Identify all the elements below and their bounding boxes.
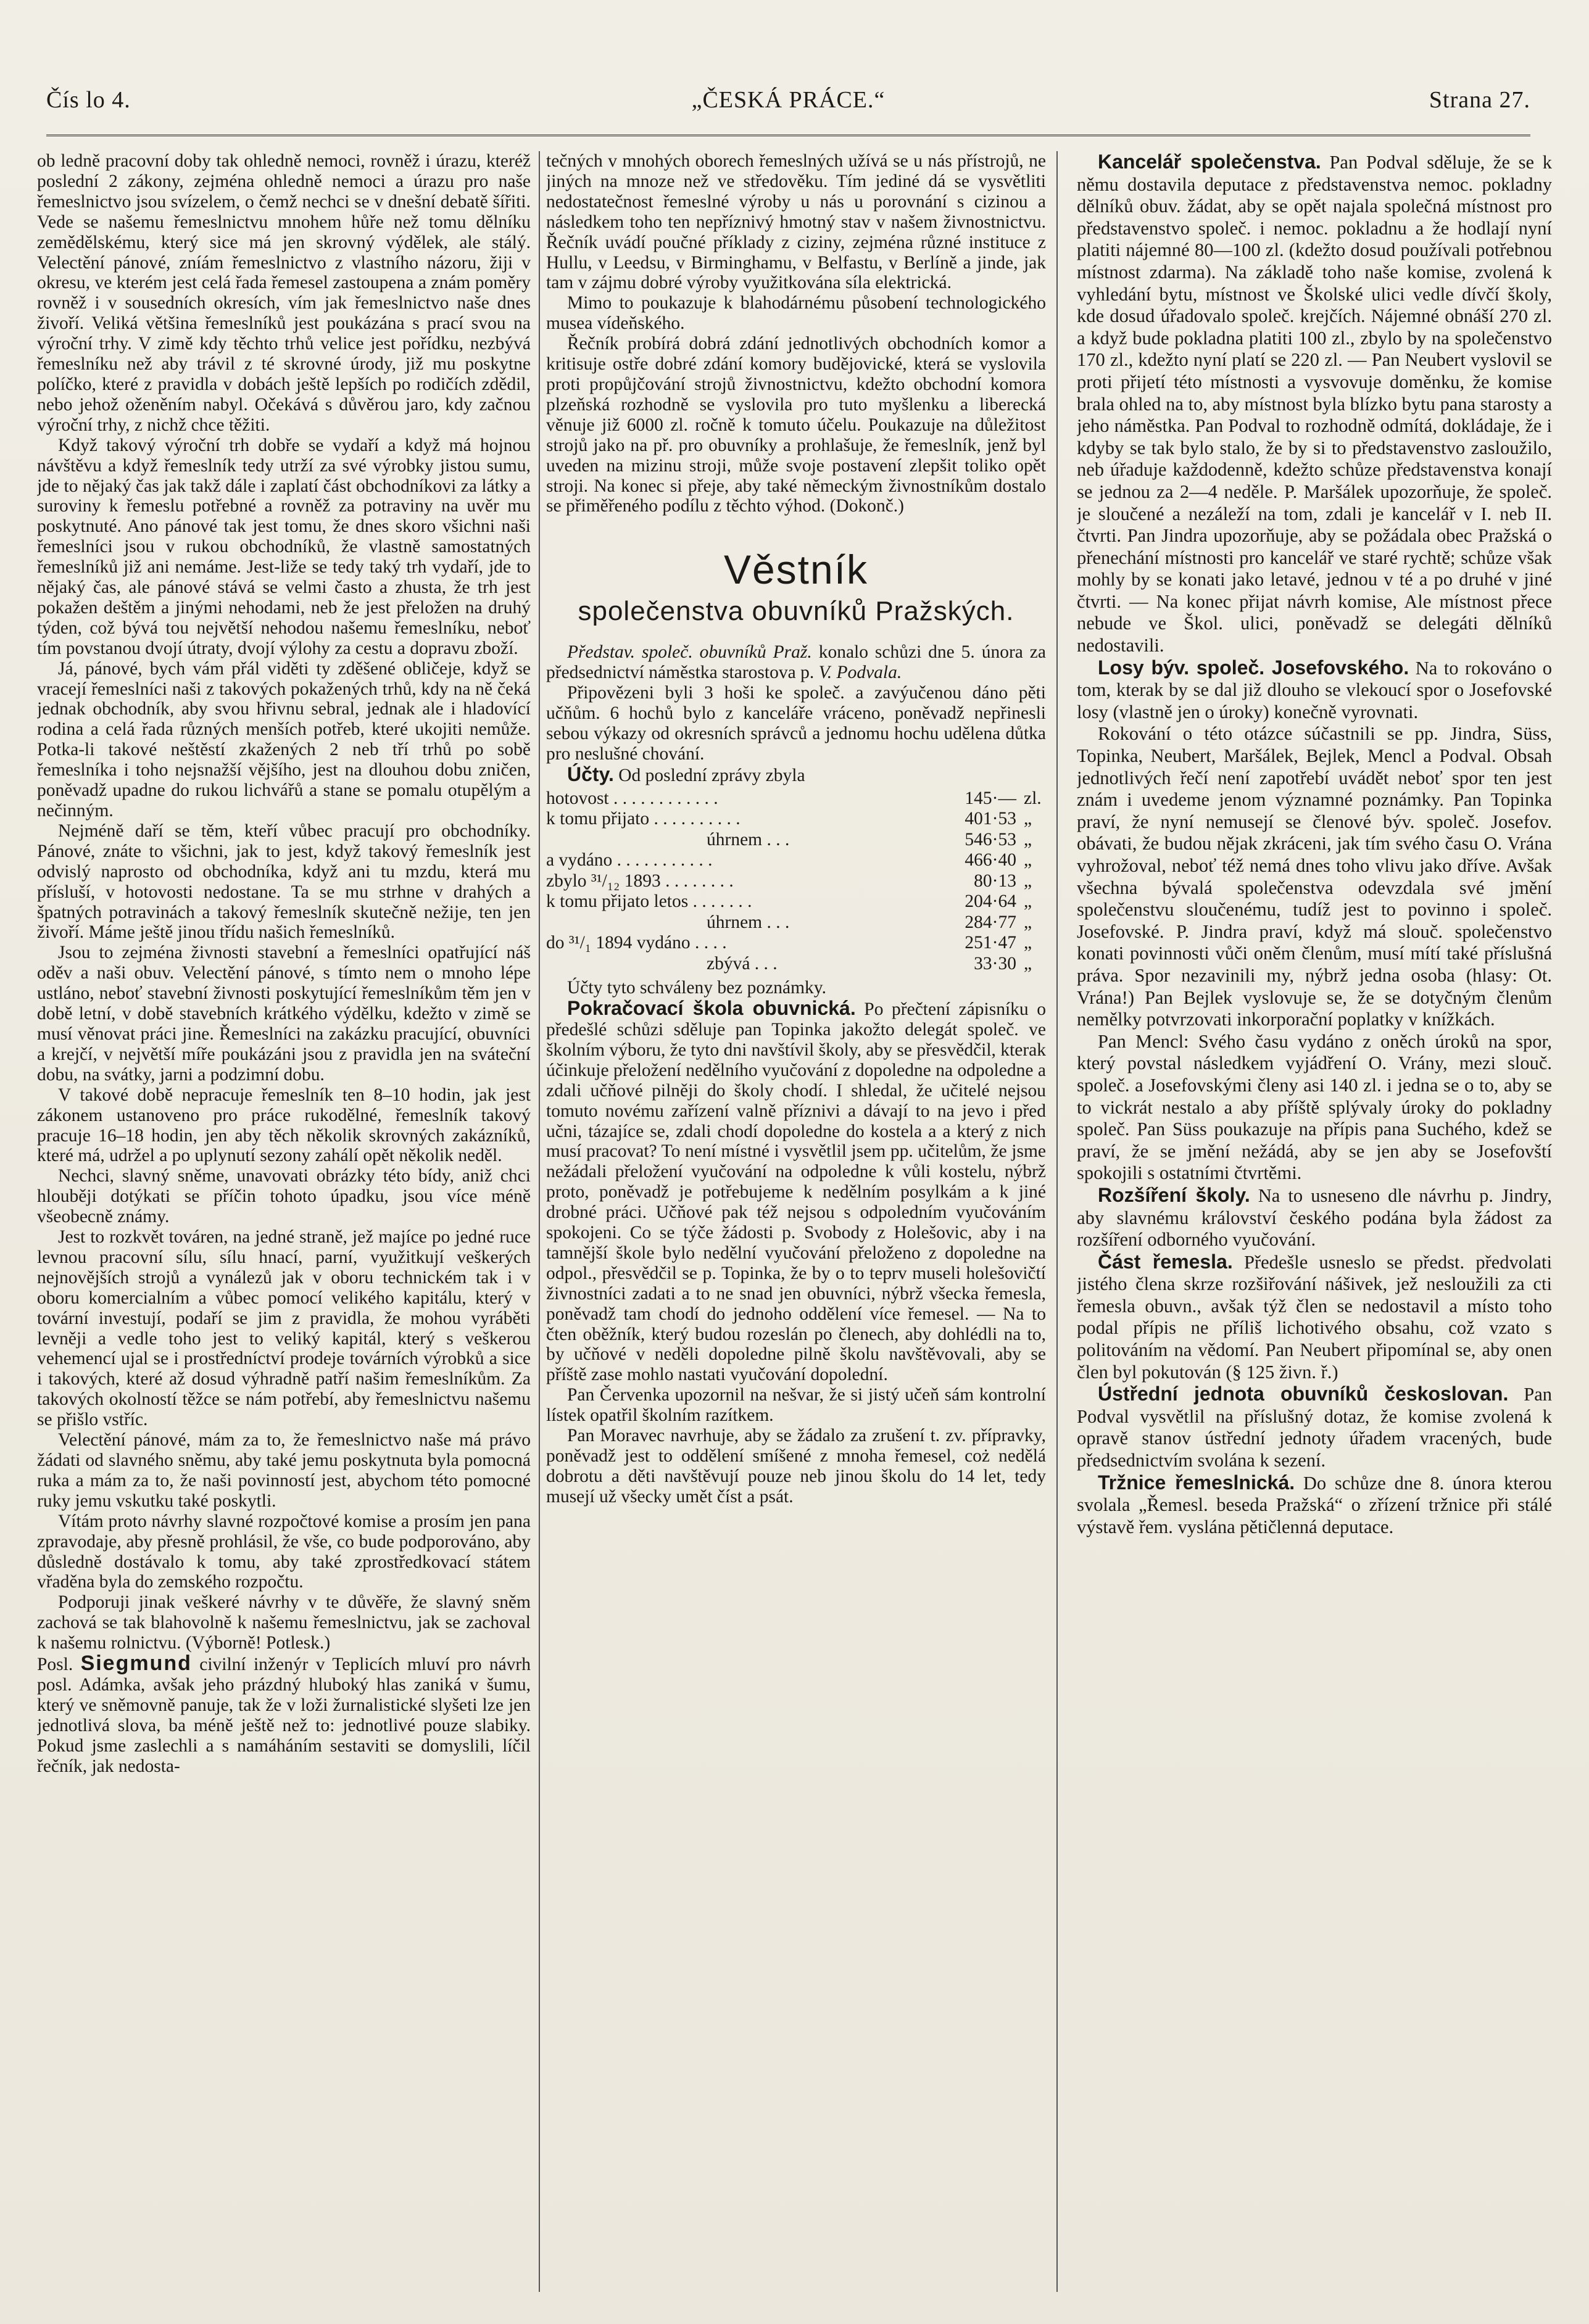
column-divider (1056, 151, 1058, 2292)
subsection-heading: Ústřední jednota obuvníků českoslovan. (1098, 1383, 1509, 1405)
ledger-amount: 33·30 (974, 953, 1016, 974)
paragraph: Mimo to poukazuje k blahodárnému působení technologického musea vídeňského. (546, 293, 1046, 334)
paragraph: Jest to rozkvět továren, na jedné straně, jež majíce po jedné ruce levnou pracovní sílu, sílu hnací, parní, využitkují veškerých nejnovějších strojů a vynálezů jak v oboru technickém tak i v oboru komercialním a vůbec pomocí velikého kapitálu, který v tovární investují, podaří se jim z pravidla, že mohou vyráběti levněji a vedle toho jest to veliký kapitál, který s veškerou vehemencí ujal se i prostředníctví prodeje továrních výrobků a sice i takových, které až dosud výhradně patří našim řemeslníkům. Za takových okolností těžce se nám potřebí, aby řemeslnictvu našemu se přišlo vstříc. (37, 1227, 531, 1430)
ledger-amount: 145·— (965, 788, 1016, 808)
paragraph: Kancelář společenstva. Pan Podval sděluje, že se k němu dostavila deputace z představenstva nemoc. pokladny dělníků obuv. žádat, aby se opět najala společná místnost pro představenstvo společ. i nemoc. pokladnu a že hodlají nyní platiti nájemné 80—100 zl. (kdežto dosud používali potřebnou místnost zdarma). Na základě toho naše komise, zvolená k vyhledání bytu, místnost ve Školské ulici vedle dívčí školy, kde dosud úřadovalo společ. krejčích. Nájemné obnáší 270 zl. a když bude pokladna platiti 100 zl., zbylo by na společenstvo 170 zl., kdežto nyní platí se 220 zl. — Pan Neubert vyslovil se proti přijetí této místnosti a vysvovuje doměnku, že komise brala ohled na to, aby místnost byla blízko bytu pana starosty a jeho náměstka. Pan Podval to rozhodně odmítá, dokládaje, že i kdyby se tak bylo stalo, že by si to představenstvo zasloužilo, neb úřaduje každodenně, kdežto schůze představenstva konají se jednou za 2—4 neděle. P. Maršálek upozorňuje, že společ. je sloučené a nezáleží na tom, zdali je kancelář v I. neb II. čtvrti. Pan Jindra upozorňuje, aby se požádala obec Pražská o přenechání místnosti pro kancelář ve staré rychtě; schůze však mohly by se konati jako letavé, jednou v té a po druhé v jiné čtvrti. — Na konec přijat návrh komise, Ale místnost přece nebude ve Škol. ulici, poněvadž se delegáti dělníků nedostavili. (1077, 151, 1552, 656)
column-right (1077, 151, 1552, 2292)
ledger-row (546, 850, 1046, 871)
ledger-row (546, 912, 1046, 933)
paragraph: Nechci, slavný sněme, unavovati obrázky této bídy, aniž chci hlouběji dotýkati se příčin tohoto úpadku, jsou více méně všeobecně známy. (37, 1166, 531, 1227)
subsection-heading: Pokračovací škola obuvnická. (567, 997, 856, 1020)
ledger-row (546, 871, 1046, 892)
paragraph: Pan Červenka upozornil na nešvar, že si jistý učeň sám kontrolní lístek opatřil školním razítkem. (546, 1385, 1046, 1426)
ledger-currency: „ (1024, 933, 1032, 953)
ledger-currency: „ (1024, 912, 1032, 932)
ledger-amount: 466·40 (965, 850, 1016, 870)
paragraph: Ústřední jednota obuvníků českoslovan. Pan Podval vysvětlil na příslušný dotaz, že komise zvolená k opravě stanov ústřední jednoty úřadem vracených, bude předsednictvím svolána k sezení. (1077, 1383, 1552, 1471)
ledger-amount: 80·13 (974, 870, 1016, 891)
column-divider (539, 151, 540, 2292)
ledger-amount: 251·47 (965, 933, 1016, 953)
ledger-amount: 204·64 (965, 891, 1016, 912)
accounts-ledger (546, 788, 1046, 975)
speaker-name: Siegmund (80, 1652, 192, 1676)
paragraph: Podporuji jinak veškeré návrhy v te důvěře, že slavný sněm zachová se tak blahovolně k našemu řemeslnictvu, jak se zachoval k našemu rolnictvu. (Výborně! Potlesk.) (37, 1592, 531, 1653)
paragraph: Část řemesla. Předešle usneslo se předst. předvolati jistého člena skrze rozšiřování nášivek, jež nesloužili za cti řemesla obuvn., avšak týž člen se nedostavil a místo toho podal přípis ne příliš lichotivého obsahu, což vzato s politováním na vědomí. Pan Neubert připomínal se, aby onen člen byl pokutován (§ 125 živn. ř.) (1077, 1250, 1552, 1383)
paragraph: Pan Moravec navrhuje, aby se žádalo za zrušení t. zv. přípravky, poněvadž jest to oddělení smíšené z mnoha řemesel, coż nedělá dobrotu a děti navštěvují pouze neb jinou školu do 14 let, tedy musejí už všecky umět číst a psát. (546, 1426, 1046, 1507)
paragraph: Tržnice řemeslnická. Do schůze dne 8. února kterou svolala „Řemesl. beseda Pražská“ o zřízení tržnice při stálé výstavě řem. vyslána pětičlenná deputace. (1077, 1471, 1552, 1537)
paragraph: Velectění pánové, mám za to, že řemeslnictvo naše má právo žádati od slavného sněmu, aby také jemu poskytnuta byla pomocná ruka a mám za to, že naši povinností jest, abychom této pomocné ruky jemu vskutku také poskytli. (37, 1430, 531, 1511)
ledger-label: hotovost . . . . . . . . . . . . (546, 788, 718, 808)
ledger-label: zbylo ³¹/₁₂ 1893 . . . . . . . . (546, 870, 734, 891)
ledger-label: k tomu přijato letos . . . . . . . (546, 891, 752, 912)
section-title (546, 545, 1046, 629)
paragraph: Když takový výroční trh dobře se vydaří a když má hojnou návštěvu a když řemeslník tedy utrží za své výrobky jistou sumu, jde to nějaký čas jak takž dále i zaplatí část obchodníkovi za látky a suroviny k řemeslu potřebné a rovněž za potraviny na uvěr mu poskytnuté. Ano pánové tak jest tomu, že dnes skoro všichni naši řemeslníci jsou v rukou obchodníků, že vlastně samostatných řemeslníků již ani nemáme. Jest-liže se tedy taký trh vydaří, jde to nějaký čas, ale pánové stává se velmi často a zhusta, že trh jest pokažen deštěm a jinými nehodami, neb že jest přeložen na druhý týden, což bývá tou největší nehodou našemu řemeslníku, neboť tím povstanou dvojí útraty, dvojí výlohy za cestu a dopravu zboží. (37, 435, 531, 658)
ledger-row (546, 809, 1046, 830)
subsection-heading: Kancelář společenstva. (1098, 151, 1321, 173)
paragraph (37, 1653, 531, 1776)
subsection-heading: Tržnice řemeslnická. (1098, 1471, 1295, 1494)
ledger-label: úhrnem . . . (707, 829, 790, 850)
ledger-row (546, 788, 1046, 809)
ledger-amount: 284·77 (965, 912, 1016, 932)
paragraph: V takové době nepracuje řemeslník ten 8–10 hodin, jak jest zákonem ustanoveno pro práce rukodělné, řemeslník takový pracuje 16–18 hodin, jen aby těch několik skrovných zakázníků, které má, udržel a po uplynutí sezony zahálí opět několik neděl. (37, 1085, 531, 1166)
paragraph: Účty tyto schváleny bez poznámky. (567, 978, 826, 998)
paragraph: Vítám proto návrhy slavné rozpočtové komise a prosím jen pana zpravodaje, aby přesně prohlásil, že vše, co bude podporováno, aby důsledně dostávalo k tomu, aby také zprostředkovací státem vřaděna byla do zemského rozpočtu. (37, 1511, 531, 1592)
ledger-currency: „ (1024, 829, 1032, 850)
paragraph: Losy býv. společ. Josefovského. Na to rokováno o tom, kterak by se dal již dlouho se vlekoucí spor o Josefovské losy (vlastně jen o úroky) konečně vyrovnati. (1077, 656, 1552, 722)
ledger-currency: zl. (1024, 788, 1042, 808)
page-header (46, 86, 1530, 123)
subsection-heading: Část řemesla. (1098, 1250, 1233, 1273)
paragraph: Rozšíření školy. Na to usneseno dle návrhu p. Jindry, aby slavnému království českého podána byla žádost za rozšíření odborného vyučování. (1077, 1183, 1552, 1251)
ledger-currency: „ (1024, 891, 1032, 912)
subsection-heading: Rozšíření školy. (1098, 1183, 1250, 1206)
ledger-row (546, 891, 1046, 912)
page-number: Strana 27. (1429, 87, 1530, 113)
ledger-currency: „ (1024, 870, 1032, 891)
section-title-main: Věstník (723, 547, 869, 593)
paragraph: ob ledně pracovní doby tak ohledně nemoci, rovněž i úrazu, kteréž poslední 2 zákony, zejména ohledně nemoci a úrazu pro naše řemeslnictvo jsou svízelem, o čemž nechci se v dnešní debatě šířiti. Vede se našemu řemeslnictvu mnohem hůře než tomu dělníku zemědělskému, který sice má jen skrovný výdělek, ale stálý. Velectění pánové, zníám řemeslnictvo z vlastního názoru, žiji v okresu, ve kterém jest celá řada řemesel zastoupena a znám poměry rovněž i v sousedních okresích, vím jak řemeslnictvo naše dnes živoří. Veliká většina řemeslníků jest poukázána s prací svou na výroční trhy. V zimě kdy těchto trhů velice jest pořídku, nezbývá řemeslníku než aby trávil z té skrovné úrody, již mu poskytne políčko, které z pravidla v dobách ještě lepších po rodičích zdědil, nebo jehož oženěním nabyl. Očekává s důvěrou jaro, kdy začnou výroční trhy, z nichž chce těžiti. (37, 151, 531, 435)
section-title-sub: společenstva obuvníků Pražských. (578, 596, 1014, 627)
paragraph: Řečník probírá dobrá zdání jednotlivých obchodních komor a kritisuje ostře dobré zdání komory budějovické, která se vyslovila proti propůjčování strojů živnostnictvu, kdežto obchodní komora plzeňská rozhodně se vyslovila pro tuto myšlenku a liberecká věnuje již 6000 zl. ročně k tomuto účelu. Poukazuje na důležitost strojů jako na př. pro obuvníky a prohlašuje, že řemeslník, jenž byl uveden na mizinu stroji, může svoje postavení zlepšit toliko opět stroji. Na konec si přeje, aby také německým živnostníkům dostalo se přiměřeného podílu z těchto výhod. (Dokonč.) (546, 334, 1046, 516)
subsection-heading: Účty. (567, 763, 614, 785)
paragraph: Připovězeni byli 3 hoši ke společ. a zavýučenou dáno pěti učňům. 6 hochů bylo z kanceláře vráceno, poněvadž nepřinesli sebou výkazy od okresních správců a jednomu hochu udělena důtka pro neslušné chování. (546, 683, 1046, 764)
paragraph: Pokračovací škola obuvnická. Po přečtení zápisníku o předešlé schůzi sděluje pan Topinka jakožto delegát společ. ve školním výboru, že tyto dni navštívil školy, aby se přesvědčil, kterak účinkuje přeložení nedělního vyučování z dopoledne na odpoledne a zdali učňové pilněji do školy chodí. I shledal, že učitelé nejsou tomuto novému zařízení valně příznivi a dávají to na jevo i před učni, tázajíce se, zdali chodí dopoledne do kostela a a který z nich musí pracovat? To není místné i vysvětlil jsem pp. učitelům, že jsme nežádali přeložení vyučování na odpoledne k vůli kostelu, nýbrž proto, poněvadž je potřebujeme k nedělním posylkám a k jiné drobné práci. Učňové pak též nejsou s odpoledním vyučováním spokojeni. Co se týče žádosti p. Svobody z Holešovic, aby i na tamnější škole bylo nedělní vyučování přeloženo z dopoledne na odpol., přesvědčil se p. Topinka, že by o to teprv museli holešovičtí živnostníci zadati a to ne snad jen obuvníci, nýbrž všecka řemesla, poněvadž tam chodí do jednoho oddělení více řemesel. — Na to čten oběžník, který budou rozeslán po členech, aby dohlédli na to, by učňové v neděli dopoledne pilně školu navštěvovali, aby se příště zase mohlo nastati vyučování dopolední. (546, 997, 1046, 1385)
ledger-row (546, 933, 1046, 954)
body-heading: Představ. společ. obuvníků Praž. (567, 642, 812, 663)
ledger-amount: 546·53 (965, 829, 1016, 850)
person-name: V. Podvala. (818, 663, 902, 683)
paragraph: Pan Mencl: Svého času vydáno z oněch úroků na spor, který povstal následkem vyjádření O. Vrány, mezi slouč. společ. a Josefovskými členy asi 140 zl. i jedna se o to, aby se to vickrát nestalo a aby příště splývaly úroky do pokladny společ. Pan Süss poukazuje na přípis pana Suchého, kdež se praví, že se jmění nežádá, aby se jen aby se Josefovští spokojili s ostatními čtvrtěmi. (1077, 1030, 1552, 1184)
ledger-amount: 401·53 (965, 809, 1016, 829)
ledger-currency: „ (1024, 809, 1032, 829)
paragraph: Účty. Od poslední zprávy zbyla (567, 763, 805, 785)
ledger-currency: „ (1024, 850, 1032, 870)
paragraph: Jsou to zejména živnosti stavební a řemeslníci opatřující náš oděv a naši obuv. Velectění pánové, s tímto nem o mnoho lépe ustláno, neboť stavební živnosti poskytující řemeslníkům těm jen v době letní, v době stavebních krátkého výdělku, kdežto v zimě se musí věnovat práci jine. Řemeslníci na zakázku pracující, obuvníci a krejčí, v největší míře poukázáni jsou z pravidla jen na sváteční dobu, na svátky, jarni a podzimní dobu. (37, 943, 531, 1085)
issue-number: Čís lo 4. (46, 87, 131, 113)
column-middle (546, 151, 1046, 2292)
paragraph: Rokování o této otázce súčastnili se pp. Jindra, Süss, Topinka, Neubert, Maršálek, Bejlek, Mencl a Podval. Obsah jednotlivých řečí není zapotřebí uvádět neboť spor ten jest znám i uvedeme jenom významné poznámky. Pan Topinka praví, že nyní nemusejí se členové býv. společ. Josefov. obávati, že budou nějak zkráceni, jak tím svého času O. Vrána vyhrožoval, neboť též nemá dnes toho vlivu jako dříve. Avšak všechna bývalá společenstva odevzdala své jmění společenstvu sloučenému, tudíž jest to povinno i společ. Josefovské. P. Jindra praví, když má slouč. společenstvo konati povinnosti vůči oněm členům, musí mítí také příslušná práva. Spor nezavinili my, nýbrž jedna osoba (hlasy: Ot. Vrána!) Pan Bejlek vyslovuje se, že se dotyčným členům nemělky potvrzovati inkorporační poplatky v knížkách. (1077, 723, 1552, 1030)
paragraph: Já, pánové, bych vám přál viděti ty zděšené obličeje, když se vracejí řemeslníci naši z takových pokažených trhů, kdy na ně čeká jednak obchodník, aby svou hřivnu sebral, jednak ale i hladovící rodina a celá řada různých menších potřeb, které ukojiti nemůže. Potka-li takové neštěstí zkažených 2 neb tří trhů po sobě řemeslníka i toho nejsnažší vějšího, jest na dlouhou dobu zničen, poněvadž upadne do rukou lichvářů a stane se pomalu otupělým a nečinným. (37, 658, 531, 821)
paragraph: Nejméně daří se těm, kteří vůbec pracují pro obchodníky. Pánové, znáte to všichni, jak to jest, když takový řemeslník jest odvislý naprosto od obchodníka, když ani tu mzdu, která mu přísluší, v hotovosti nedostane. Ta se mu strhne v drahých a špatných potravinách a takový řemeslník skutečně nežije, ten jen živoří. Máme ještě jinou třídu našich řemeslníků. (37, 821, 531, 943)
header-rule (46, 134, 1530, 136)
ledger-label: zbývá . . . (707, 953, 778, 974)
paragraph: Představ. společ. obuvníků Praž. konalo schůzi dne 5. února za předsednictví náměstka starostova p. V. Podvala. (546, 642, 1046, 683)
ledger-label: úhrnem . . . (707, 912, 790, 932)
speech-text: civilní inženýr v Teplicích mluví pro návrh posl. Adámka, avšak jeho prázdný hluboký hlas zaniká v šumu, který ve sněmovně panuje, tak že v loži žurnalistické slyšeti lze jen jednotlivá slova, ba méně ještě než to: jednotlivé pouze slabiky. Pokud jsme zaslechli a s namáháním sestaviti se domyslili, líčil řečník, jak nedosta- (37, 1655, 531, 1776)
speaker-prefix: Posl. (37, 1655, 81, 1675)
ledger-label: do ³¹/₁ 1894 vydáno . . . . (546, 933, 727, 953)
ledger-row (546, 830, 1046, 851)
subsection-heading: Losy býv. společ. Josefovského. (1098, 656, 1409, 679)
column-left (37, 151, 531, 2292)
ledger-label: a vydáno . . . . . . . . . . . (546, 850, 713, 870)
ledger-row (546, 954, 1046, 975)
ledger-currency: „ (1024, 953, 1032, 974)
paragraph: tečných v mnohých oborech řemeslných užívá se u nás přístrojů, ne jiných na mnoze než ve středověku. Tím jediné dá se vysvětliti nedostatečnost řemeslné výroby u nás u porovnání s cizinou a následkem toho ten nepříznivý hmotný stav v našem živnostnictvu. Řečník uvádí poučné příklady z ciziny, zejména různé instituce z Hullu, v Leedsu, v Birminghamu, v Belfastu, v Berlíně a jinde, jak tam v zájmu dobré výroby využitkována síla elektrická. (546, 151, 1046, 293)
journal-title: „ČESKÁ PRÁCE.“ (691, 87, 886, 113)
ledger-label: k tomu přijato . . . . . . . . . . (546, 809, 741, 829)
